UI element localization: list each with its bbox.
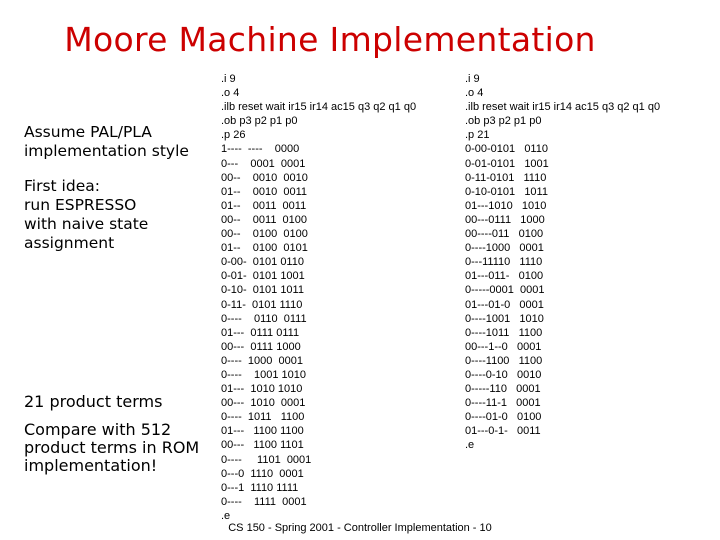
pla-line: 0---- 0110 0111 <box>221 312 307 325</box>
pla-line: 00---1--0 0001 <box>465 340 542 353</box>
comparison-note <box>24 421 199 475</box>
pla-line: .ob p3 p2 p1 p0 <box>221 115 298 128</box>
pla-line: 01---1010 1010 <box>465 199 547 212</box>
pla-line: 0---0 1110 0001 <box>221 467 304 480</box>
pla-line: .e <box>221 509 231 522</box>
note-line: product terms in ROM <box>24 438 200 457</box>
pla-line: 0----0-10 0010 <box>465 368 542 381</box>
pla-line: 00-- 0010 0010 <box>221 171 308 184</box>
pla-line: 0-10- 0101 1011 <box>221 284 304 297</box>
pla-line: 0---- 1000 0001 <box>221 354 303 367</box>
pla-line: .i 9 <box>221 73 236 85</box>
pla-line: 0---- 1011 1100 <box>221 411 305 424</box>
pla-line: 0----11-1 0001 <box>465 397 541 410</box>
pla-line: .ilb reset wait ir15 ir14 ac15 q3 q2 q1 q0 <box>221 101 417 114</box>
note-line: run ESPRESSO <box>24 196 137 214</box>
pla-line: 00-- 0100 0100 <box>221 228 308 241</box>
first-idea-note <box>24 177 148 253</box>
pla-line: 0-11- 0101 1110 <box>221 298 303 311</box>
pla-line: 1---- ---- 0000 <box>221 143 300 156</box>
pla-line: 00--- 1010 0001 <box>221 397 306 410</box>
pla-line: .p 21 <box>465 129 490 142</box>
pla-line: 00--- 0111 1000 <box>221 340 301 353</box>
pla-line: 01-- 0011 0011 <box>221 199 307 212</box>
pla-line: 0----1000 0001 <box>465 242 544 255</box>
pla-line: 0---- 1001 1010 <box>221 368 306 381</box>
pla-line: 00--- 1100 1101 <box>221 439 304 452</box>
pla-line: 0-01-0101 1001 <box>465 157 549 170</box>
note-line: implementation style <box>24 142 189 160</box>
pla-line: 0--- 0001 0001 <box>221 157 306 170</box>
pla-line: 0---- 1101 0001 <box>221 453 312 466</box>
note-line: with naive state <box>24 215 149 233</box>
espresso-input-listing <box>221 72 416 523</box>
note-line: implementation! <box>24 456 158 475</box>
pla-line: .o 4 <box>221 87 240 100</box>
note-line: Assume PAL/PLA <box>24 123 152 141</box>
pla-line: 00-- 0011 0100 <box>221 213 308 226</box>
pla-line: 0-----110 0001 <box>465 383 541 396</box>
pla-line: .o 4 <box>465 87 484 100</box>
pla-line: .p 26 <box>221 129 246 142</box>
pla-line: 0-----0001 0001 <box>465 284 545 297</box>
pla-line: 0----1100 1100 <box>465 354 543 367</box>
pla-line: 0-10-0101 1011 <box>465 185 548 198</box>
pla-line: 01---011- 0100 <box>465 270 544 283</box>
note-line: First idea: <box>24 177 100 195</box>
slide-footer: CS 150 - Spring 2001 - Controller Implementation - 10 <box>228 522 492 534</box>
pla-line: .e <box>465 439 475 452</box>
pla-line: 01---0-1- 0011 <box>465 425 541 438</box>
pla-line: 0-00-0101 0110 <box>465 143 548 156</box>
pla-line: 0----1001 1010 <box>465 312 544 325</box>
pla-line: 0-11-0101 1110 <box>465 171 547 184</box>
note-line: assignment <box>24 234 115 252</box>
assumption-note <box>24 123 189 161</box>
pla-line: 0----01-0 0100 <box>465 411 542 424</box>
pla-line: 0---- 1111 0001 <box>221 495 307 508</box>
pla-line: 0----1011 1100 <box>465 326 543 339</box>
pla-line: 0---1 1110 1111 <box>221 481 299 494</box>
pla-line: 00----011 0100 <box>465 228 544 241</box>
pla-line: .i 9 <box>465 73 480 85</box>
pla-line: .ilb reset wait ir15 ir14 ac15 q3 q2 q1 q0 <box>465 101 661 114</box>
pla-line: 01-- 0010 0011 <box>221 185 308 198</box>
pla-line: 0-00- 0101 0110 <box>221 256 304 269</box>
pla-line: 01--- 0111 0111 <box>221 326 300 339</box>
page-title: Moore Machine Implementation <box>64 20 596 59</box>
pla-line: .ob p3 p2 p1 p0 <box>465 115 542 128</box>
pla-line: 01-- 0100 0101 <box>221 242 308 255</box>
pla-line: 00---0111 1000 <box>465 213 545 226</box>
pla-line: 01--- 1100 1100 <box>221 425 304 438</box>
note-line: Compare with 512 <box>24 420 172 439</box>
product-terms-note: 21 product terms <box>24 392 163 411</box>
pla-line: 0-01- 0101 1001 <box>221 270 305 283</box>
pla-line: 0---11110 1110 <box>465 256 543 269</box>
pla-line: 01---01-0 0001 <box>465 298 544 311</box>
pla-line: 01--- 1010 1010 <box>221 383 303 396</box>
espresso-output-listing <box>465 72 660 453</box>
